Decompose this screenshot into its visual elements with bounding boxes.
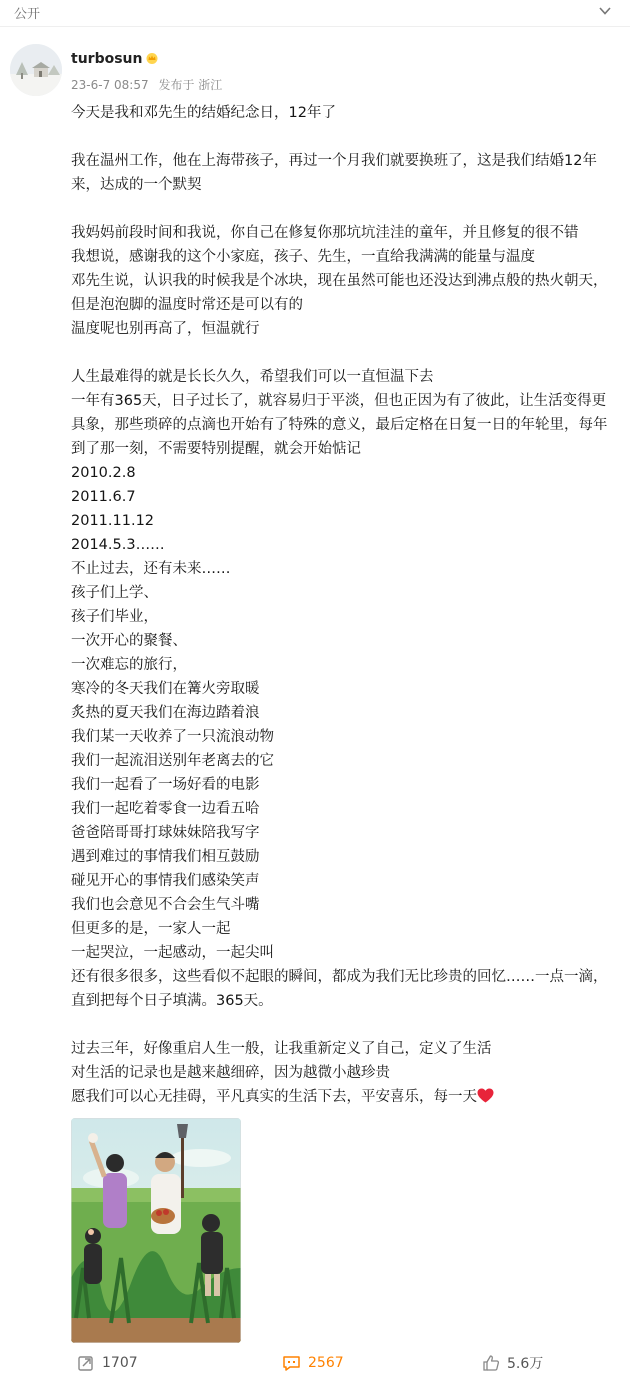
post-line bbox=[71, 197, 616, 221]
post-line: 我妈妈前段时间和我说，你自己在修复你那坑坑洼洼的童年，并且修复的很不错 bbox=[71, 225, 579, 241]
post-line: 不止过去，还有未来…… bbox=[71, 561, 231, 577]
post-line: 炙热的夏天我们在海边踏着浪 bbox=[71, 705, 260, 721]
post-source: 发布于 浙江 bbox=[158, 78, 223, 92]
repost-icon bbox=[77, 1354, 95, 1372]
like-count: 5.6万 bbox=[507, 1356, 544, 1372]
post-line: 一年有365天，日子过长了，就容易归于平淡，但也正因为有了彼此，让生活变得更具象，那些琐碎的点滴也开始有了特殊的意义，最后定格在日复一日的年轮里，每年到了那一刻，不需要特别提醒，就会开始惦记 bbox=[71, 393, 608, 457]
comment-icon bbox=[282, 1354, 301, 1372]
post-line: 孩子们毕业， bbox=[71, 609, 158, 625]
post-line: 我们一起看了一场好看的电影 bbox=[71, 777, 260, 793]
post-line: 邓先生说，认识我的时候我是个冰块，现在虽然可能也还没达到沸点般的热火朝天，但是泡泡脚的温度时常还是可以有的 bbox=[71, 273, 608, 313]
post-line: 我们也会意见不合会生气斗嘴 bbox=[71, 897, 260, 913]
avatar[interactable] bbox=[10, 44, 62, 96]
crown-badge-icon bbox=[145, 52, 159, 64]
post-line: 我们一起吃着零食一边看五哈 bbox=[71, 801, 260, 817]
post-line: 2014.5.3…… bbox=[71, 537, 165, 553]
post-line bbox=[71, 125, 616, 149]
post-line: 还有很多很多，这些看似不起眼的瞬间，都成为我们无比珍贵的回忆……一点一滴，直到把每个日子填满。365天。 bbox=[71, 969, 608, 1009]
post-line: 我们某一天收养了一只流浪动物 bbox=[71, 729, 274, 745]
comment-button[interactable] bbox=[282, 1353, 344, 1373]
post-line: 2011.6.7 bbox=[71, 489, 136, 505]
post-line: 一次开心的聚餐、 bbox=[71, 633, 187, 649]
post-line: 一起哭泣，一起感动，一起尖叫 bbox=[71, 945, 274, 961]
red-heart-icon bbox=[477, 1088, 494, 1103]
chevron-down-icon[interactable] bbox=[598, 4, 612, 18]
post-line: 2011.11.12 bbox=[71, 513, 155, 529]
post-date[interactable]: 23-6-7 08:57 bbox=[71, 78, 149, 92]
author-name-text[interactable]: turbosun bbox=[71, 51, 143, 67]
post-line: 一次难忘的旅行， bbox=[71, 657, 187, 673]
post-line: 2010.2.8 bbox=[71, 465, 136, 481]
family-painting-image[interactable] bbox=[71, 1118, 241, 1343]
post-line: 我在温州工作，他在上海带孩子，再过一个月我们就要换班了，这是我们结婚12年来，达成的一个默契 bbox=[71, 153, 597, 193]
post-line: 但更多的是，一家人一起 bbox=[71, 921, 231, 937]
author-name[interactable] bbox=[71, 51, 159, 67]
post-line: 温度呢也别再高了，恒温就行 bbox=[71, 321, 260, 337]
post-line: 人生最难得的就是长长久久，希望我们可以一直恒温下去 bbox=[71, 369, 434, 385]
post-line-last bbox=[71, 1085, 616, 1109]
post-line: 碰见开心的事情我们感染笑声 bbox=[71, 873, 260, 889]
post-line: 爸爸陪哥哥打球妹妹陪我写字 bbox=[71, 825, 260, 841]
post-line: 对生活的记录也是越来越细碎，因为越微小越珍贵 bbox=[71, 1065, 390, 1081]
post-meta bbox=[71, 76, 228, 93]
post-line bbox=[71, 1013, 616, 1037]
repost-count: 1707 bbox=[102, 1355, 138, 1371]
post-line: 今天是我和邓先生的结婚纪念日，12年了 bbox=[71, 105, 336, 121]
post-line: 我们一起流泪送别年老离去的它 bbox=[71, 753, 274, 769]
top-bar bbox=[0, 0, 630, 27]
post-last-line-text: 愿我们可以心无挂碍，平凡真实的生活下去，平安喜乐，每一天 bbox=[71, 1089, 477, 1105]
post-line: 我想说，感谢我的这个小家庭，孩子、先生，一直给我满满的能量与温度 bbox=[71, 249, 535, 265]
like-button[interactable] bbox=[482, 1353, 543, 1373]
post-line: 过去三年，好像重启人生一般，让我重新定义了自己，定义了生活 bbox=[71, 1041, 492, 1057]
repost-button[interactable] bbox=[77, 1353, 138, 1373]
post-line: 孩子们上学、 bbox=[71, 585, 158, 601]
post-content bbox=[71, 101, 616, 1109]
post-line: 寒冷的冬天我们在篝火旁取暖 bbox=[71, 681, 260, 697]
post-line: 遇到难过的事情我们相互鼓励 bbox=[71, 849, 260, 865]
post-action-bar bbox=[0, 1348, 630, 1385]
thumbs-up-icon bbox=[482, 1354, 500, 1372]
post-line bbox=[71, 341, 616, 365]
visibility-label: 公开 bbox=[14, 7, 41, 22]
comment-count: 2567 bbox=[308, 1355, 344, 1371]
